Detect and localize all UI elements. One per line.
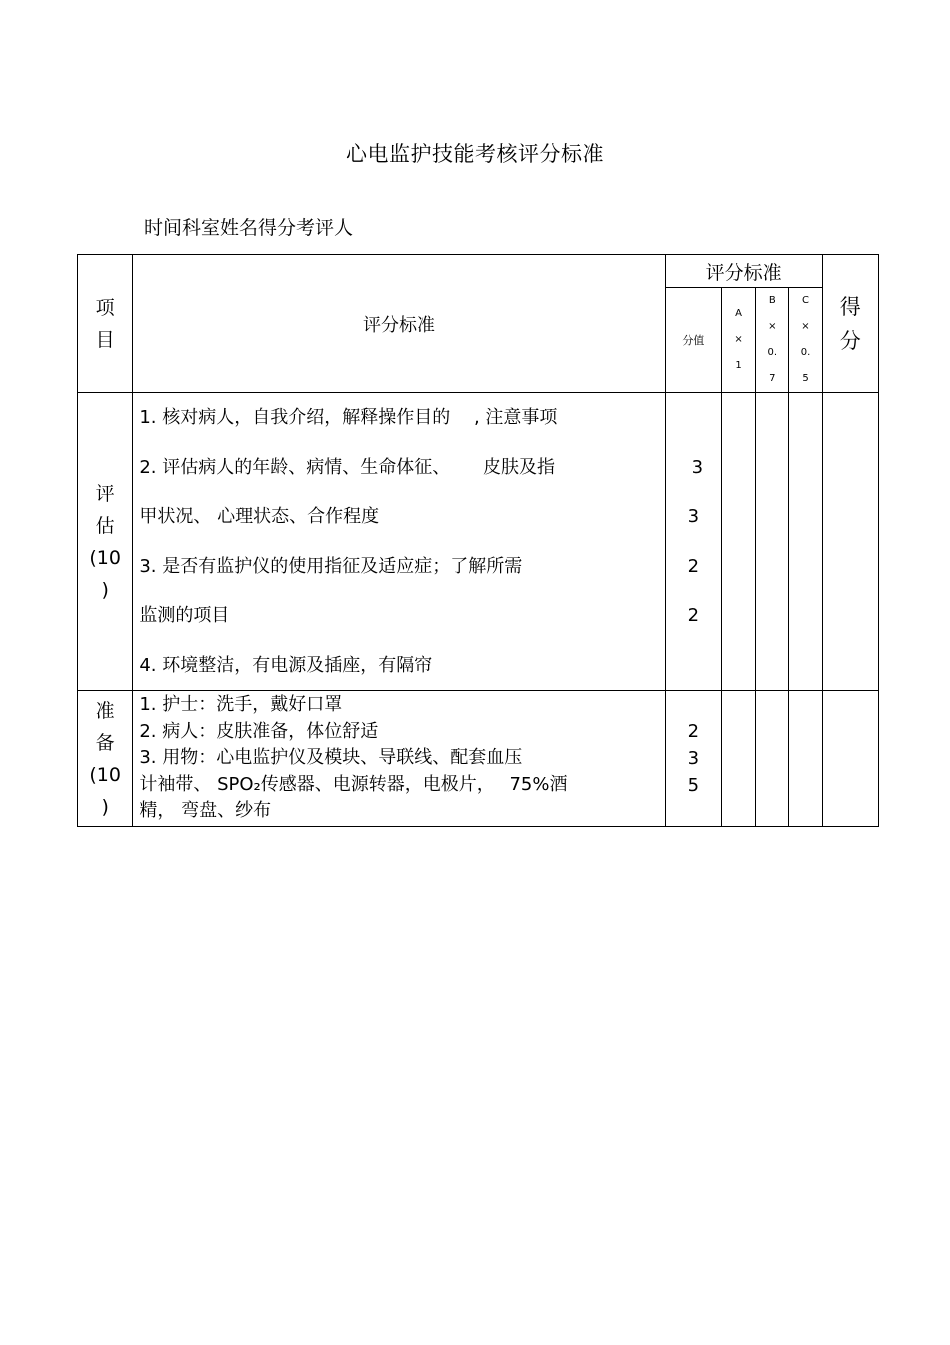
header-project: 项 目	[78, 255, 133, 393]
grade-c-cell[interactable]	[789, 691, 822, 827]
score-cell[interactable]	[822, 393, 878, 691]
category-cell: 评 估 (10 )	[78, 393, 133, 691]
criteria-line: 精， 弯盘、纱布	[139, 800, 272, 822]
criteria-cell	[133, 691, 665, 827]
grade-a-cell[interactable]	[721, 691, 755, 827]
value-cell: 3 3 2 2	[665, 393, 721, 691]
table-row	[78, 393, 879, 691]
scoring-table	[77, 254, 879, 827]
meta-line: 时间科室姓名得分考评人	[144, 217, 354, 239]
criteria-line: 4. 环境整洁，有电源及插座，有隔帘	[139, 654, 433, 676]
page-title: 心电监护技能考核评分标准	[346, 142, 604, 166]
criteria-cell	[133, 393, 665, 691]
grade-c-cell[interactable]	[789, 393, 822, 691]
header-grade-c: C × 0. 5	[789, 288, 822, 393]
header-grade-b: B × 0. 7	[756, 288, 789, 393]
criteria-line: 甲状况、 心理状态、合作程度	[139, 506, 380, 527]
header-standard: 评分标准	[133, 255, 665, 393]
grade-a-cell[interactable]	[721, 393, 755, 691]
category-cell: 准 备 (10 )	[78, 691, 133, 827]
header-group: 评分标准	[665, 255, 822, 288]
criteria-line: 监测的项目	[139, 605, 230, 626]
criteria-line: 计袖带、 SPO₂传感器、电源转器，电极片， 75%酒	[139, 773, 568, 795]
criteria-line: 3. 用物：心电监护仪及模块、导联线、配套血压	[139, 747, 523, 769]
criteria-line: 3. 是否有监护仪的使用指征及适应症；了解所需	[139, 555, 523, 577]
grade-b-cell[interactable]	[756, 691, 789, 827]
header-value: 分值	[665, 288, 721, 393]
grade-b-cell[interactable]	[756, 393, 789, 691]
header-grade-a: A × 1	[721, 288, 755, 393]
header-score: 得 分	[822, 255, 878, 393]
criteria-line: 1. 护士：洗手，戴好口罩	[139, 694, 343, 716]
score-cell[interactable]	[822, 691, 878, 827]
criteria-line: 2. 评估病人的年龄、病情、生命体征、 皮肤及指	[139, 456, 555, 478]
value-cell: 2 3 5	[665, 691, 721, 827]
criteria-line: 2. 病人：皮肤准备，体位舒适	[139, 720, 379, 742]
table-row	[78, 691, 879, 827]
criteria-line: 1. 核对病人，自我介绍，解释操作目的 , 注意事项	[139, 407, 558, 428]
